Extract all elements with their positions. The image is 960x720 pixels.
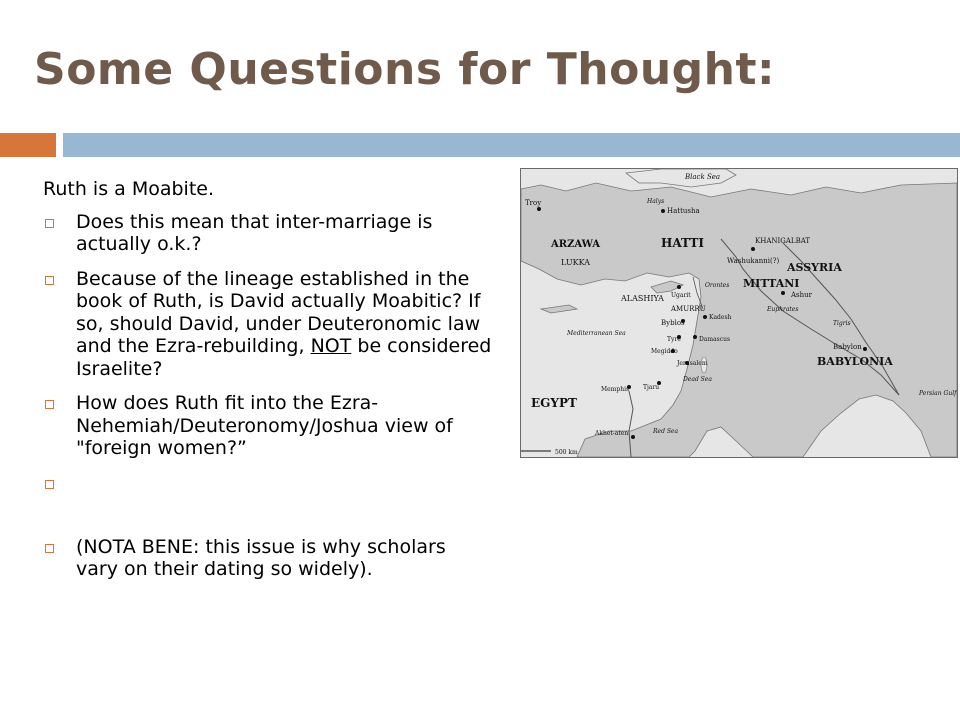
map-label: Dead Sea <box>683 376 712 383</box>
map-label: AMURRU <box>671 305 706 313</box>
map-label: Ugarit <box>671 292 691 299</box>
list-item <box>43 211 493 256</box>
bullet-text: (NOTA BENE: this issue is why scholars vary on their dating so widely). <box>76 535 446 580</box>
square-bullet-icon <box>45 276 54 285</box>
bullet-text: How does Ruth fit into the Ezra-Nehemiah/Deuteronomy/Joshua view of "foreign women?” <box>76 392 453 459</box>
city-dot <box>751 247 755 251</box>
map-graphic <box>521 169 957 457</box>
map-label: Red Sea <box>653 428 679 435</box>
map-label: Damascus <box>699 336 731 343</box>
city-dot <box>677 285 681 289</box>
city-dot <box>781 291 785 295</box>
list-item <box>43 392 493 460</box>
map-label: Black Sea <box>685 173 721 181</box>
map-label: BABYLONIA <box>817 355 893 368</box>
square-bullet-icon <box>45 480 54 489</box>
ancient-near-east-map <box>520 168 958 458</box>
map-label: LUKKA <box>561 258 591 267</box>
map-label: Halys <box>647 198 665 205</box>
map-scale-label: 500 km <box>555 449 578 456</box>
map-label: Hattusha <box>667 207 700 215</box>
city-dot <box>631 435 635 439</box>
map-label: Tjaru <box>643 384 660 391</box>
map-label: Akhet-aten <box>595 430 629 437</box>
list-item <box>43 536 493 581</box>
city-dot <box>703 315 707 319</box>
map-label: ASSYRIA <box>787 261 842 274</box>
underlined-word: NOT <box>310 335 352 357</box>
bullet-list <box>43 211 493 581</box>
map-label: Tigris <box>833 320 851 327</box>
map-label: Washukanni(?) <box>727 257 780 265</box>
city-dot <box>537 207 541 211</box>
map-label: ARZAWA <box>551 239 600 250</box>
city-dot <box>863 347 867 351</box>
map-label: Orontes <box>705 282 730 289</box>
map-label: Mediterranean Sea <box>567 330 626 337</box>
map-label: Tyre <box>667 336 681 343</box>
map-label: Memphis <box>601 386 630 393</box>
list-item <box>43 268 493 381</box>
bullet-text-part: Because of the lineage established in the book of Ruth, is David actually Moabitic? If so, should David, under Deuteronomic law and the Ezra-rebuilding, <box>76 267 481 357</box>
map-label: MITTANI <box>743 277 800 290</box>
map-label: Megiddo <box>651 348 678 355</box>
lead-text: Ruth is a Moabite. <box>43 178 214 200</box>
map-label: Persian Gulf <box>919 390 957 397</box>
accent-bar-orange <box>0 133 56 157</box>
bullet-text-part: be considered Israelite? <box>76 335 492 380</box>
accent-bar-blue <box>63 133 960 157</box>
city-dot <box>693 335 697 339</box>
map-label: Jerusalem <box>677 360 708 367</box>
slide-title: Some Questions for Thought: <box>34 44 776 95</box>
list-item-empty <box>43 472 493 494</box>
square-bullet-icon <box>45 219 54 228</box>
map-label: ALASHIYA <box>621 294 664 303</box>
map-label: KHANIGALBAT <box>755 237 811 245</box>
city-dot <box>661 209 665 213</box>
map-label: EGYPT <box>531 396 577 410</box>
slide-body <box>43 178 493 593</box>
square-bullet-icon <box>45 544 54 553</box>
map-label: Troy <box>525 199 542 207</box>
map-label: Ashur <box>791 291 813 299</box>
map-label: HATTI <box>661 236 705 250</box>
map-label: Babylon <box>833 343 862 351</box>
square-bullet-icon <box>45 400 54 409</box>
map-label: Euphrates <box>767 306 799 313</box>
map-label: Kadesh <box>709 314 732 321</box>
map-label: Byblos <box>661 319 685 327</box>
bullet-text: Does this mean that inter-marriage is actually o.k.? <box>76 210 433 255</box>
